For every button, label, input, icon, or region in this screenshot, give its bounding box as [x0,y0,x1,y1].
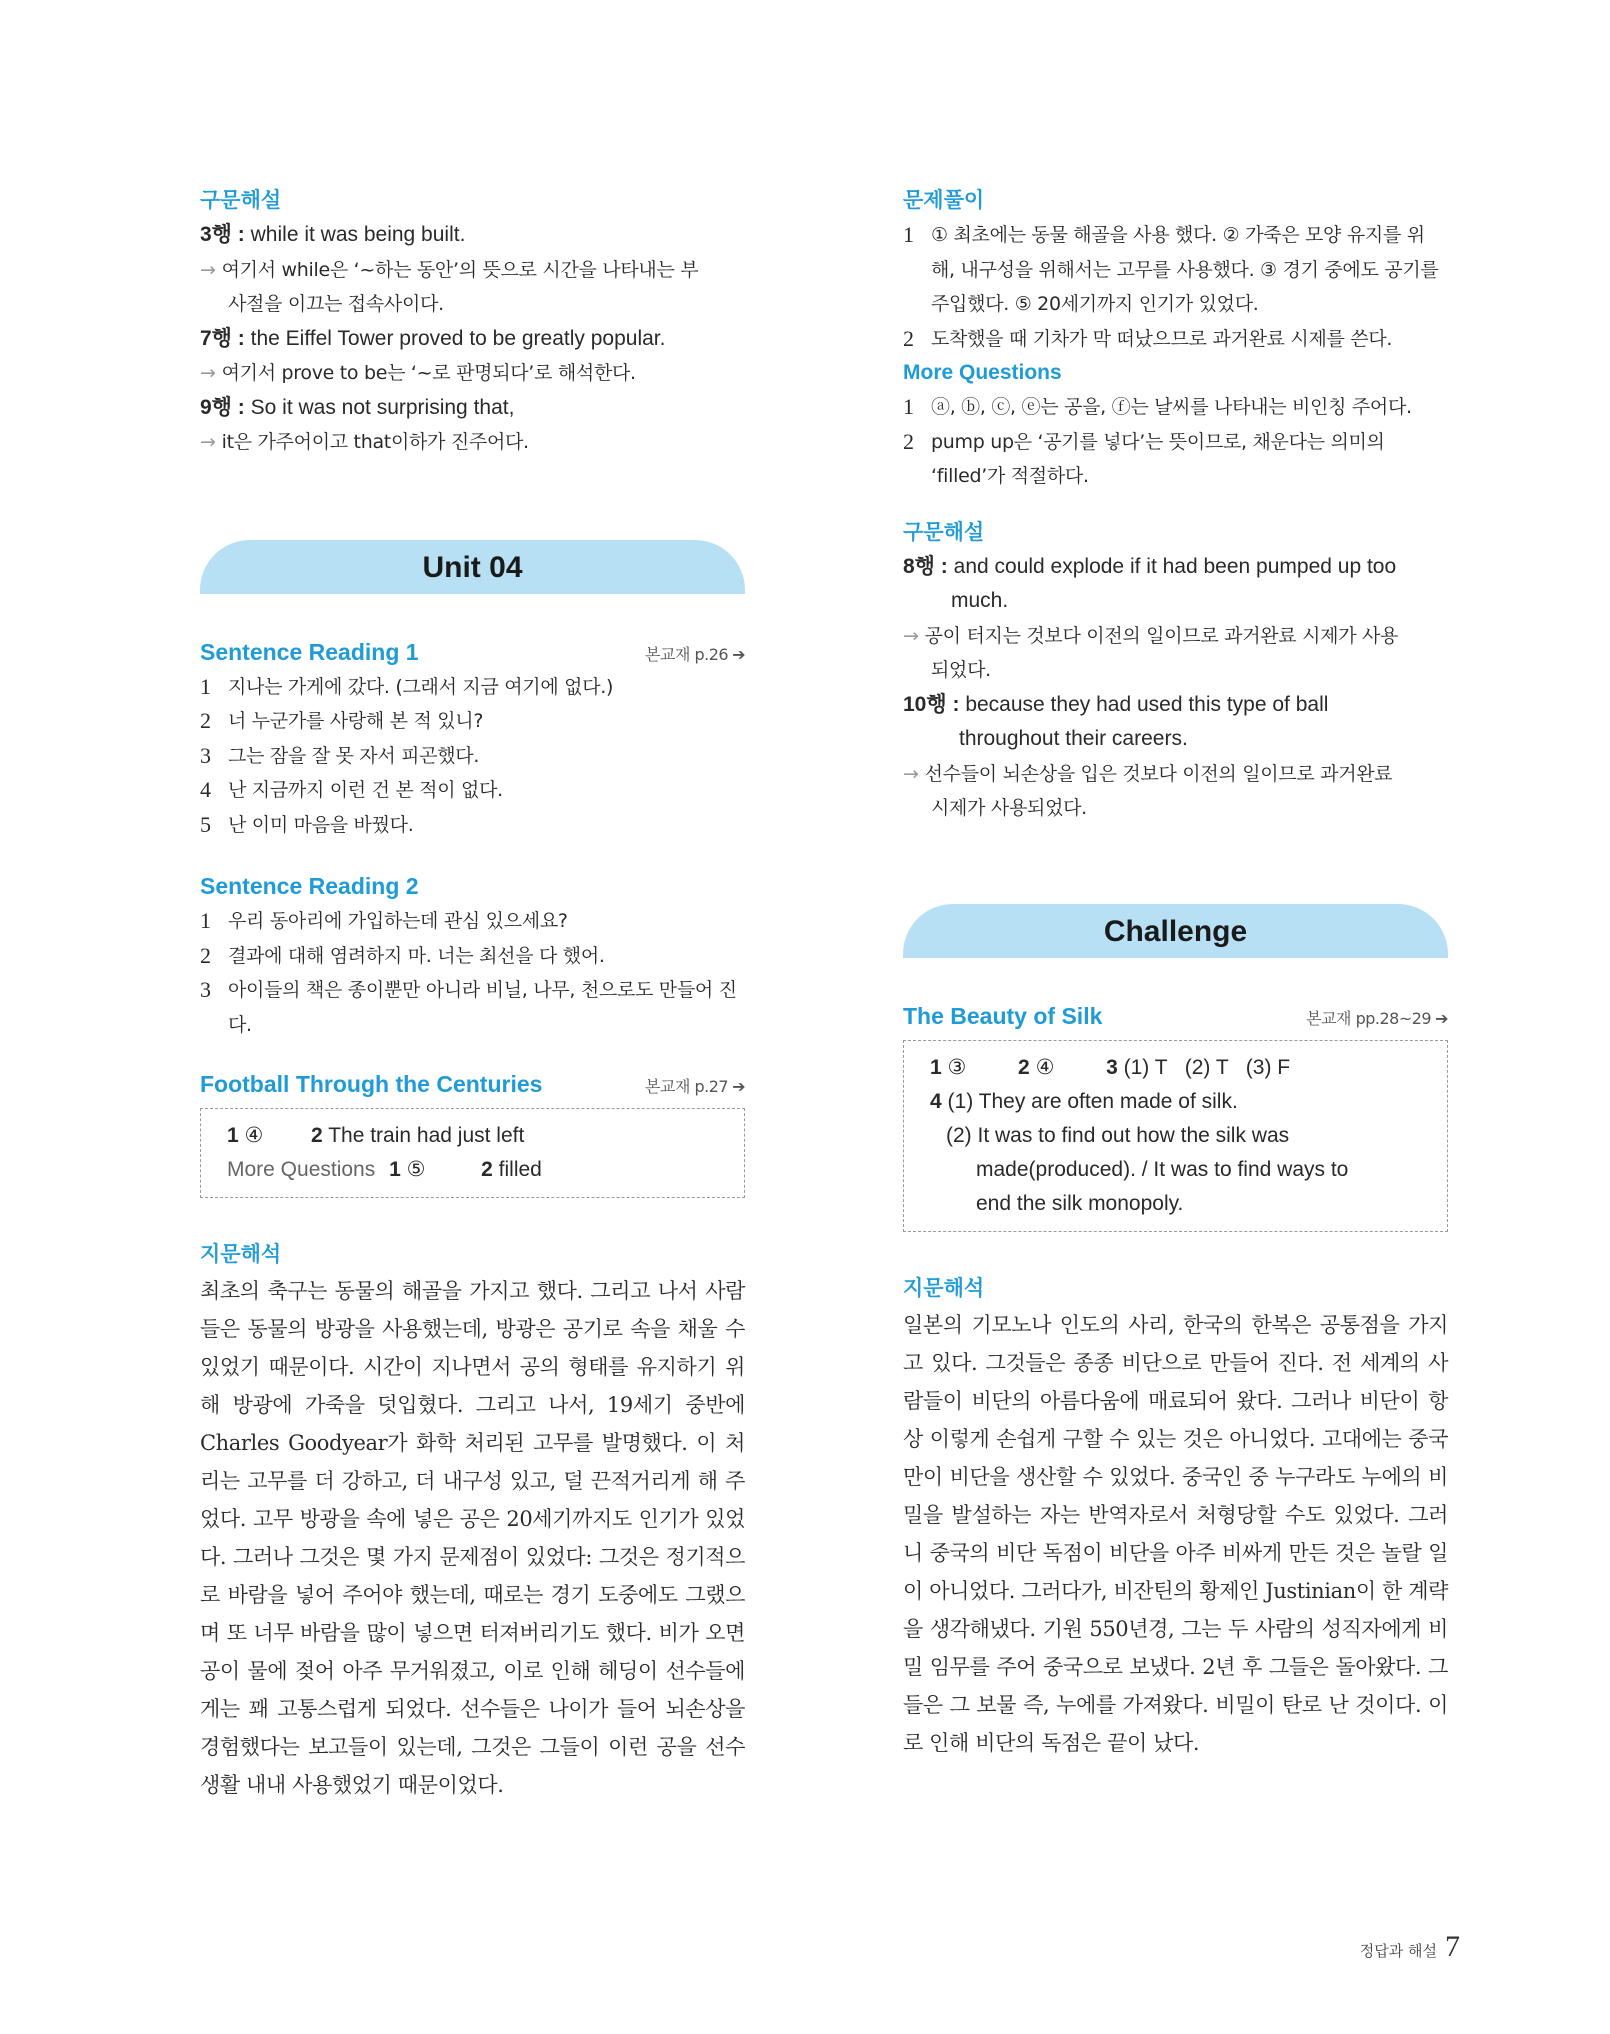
item-text: 난 이미 마음을 바꿨다. [228,813,414,836]
item-number: 2 [903,428,914,454]
item-number: 1 [903,394,914,419]
item-number: 1 [903,222,914,247]
item-number: 2 [200,942,211,968]
sentence-list [200,904,745,1042]
translation-paragraph: 최초의 축구는 동물의 해골을 가지고 했다. 그리고 나서 사람들은 동물의 방광을 사용했는데, 방광은 공기로 속을 채울 수 있었기 때문이다. 시간이 지나면서 공의 형태를 유지하기 위해 방광에 가죽을 덧입혔다. 그리고 나서, 19세기 중반에 Charles Goodyear가 화학 처리된 고무를 발명했다. 이 처리는 고무를 더 강하고, 더 내구성 있고, 덜 끈적거리게 해 주었다. 고무 방광을 속에 넣은 공은 20세기까지도 인기가 있었다. 그러나 그것은 몇 가지 문제점이 있었다: 그것은 정기적으로 바람을 넣어 주어야 했는데, 때로는 경기 도중에도 그랬으며 또 너무 바람을 많이 넣으면 터져버리기도 했다. 비가 오면 공이 물에 젖어 아주 무거워졌고, 이로 인해 헤딩이 선수들에게는 꽤 고통스럽게 되었다. 선수들은 나이가 들어 뇌손상을 경험했다는 보고들이 있는데, 그것은 그들이 이런 공을 선수생활 내내 사용했었기 때문이었다. [200,1279,745,1797]
syntax-heading: 구문해설 [200,189,282,212]
answer-value: ④ [1035,1055,1055,1079]
right-column [903,184,1448,1762]
line-text: and could explode if it had been pumped up too [953,554,1397,578]
answer-box [200,1108,745,1198]
list-item [903,425,1448,494]
translation-paragraph: 일본의 기모노나 인도의 사리, 한국의 한복은 공통점을 가지고 있다. 그것들은 종종 비단으로 만들어 진다. 전 세계의 사람들이 비단의 아름다움에 매료되어 왔다. 그러나 비단이 항상 이렇게 손쉽게 구할 수 있는 것은 아니었다. 고대에는 중국만이 비단을 생산할 수 있었다. 중국인 중 누구라도 누에의 비밀을 발설하는 자는 반역자로서 처형당할 수도 있었다. 그러니 중국의 비단 독점이 비단을 아주 비싸게 만든 것은 놀랄 일이 아니었다. 그러다가, 비잔틴의 황제인 Justinian이 한 계략을 생각해냈다. 기원 550년경, 그는 두 사람의 성직자에게 비밀 임무를 주어 중국으로 보냈다. 2년 후 그들은 돌아왔다. 그들은 그 보물 즉, 누에를 가져왔다. 비밀이 탄로 난 것이다. 이로 인해 비단의 독점은 끝이 났다. [903,1312,1448,1755]
item-text: ① 최초에는 동물 해골을 사용 했다. ② 가죽은 모양 유지를 위해, 내구성을 위해서는 고무를 사용했다. ③ 경기 중에도 공기를 주입했다. ⑤ 20세기까지 인기가 있었다. [931,224,1439,315]
answer-value: (1) They are often made of silk. [947,1089,1238,1113]
answer-number: 4 [930,1089,942,1113]
answer-value: end the silk monopoly. [976,1191,1184,1215]
line-label: 8행 : [903,554,948,578]
page-footer [1330,1930,1460,1964]
note-text: 시제가 사용되었다. [931,797,1087,819]
list-item [903,390,1448,425]
note-arrow-icon: → [903,624,919,647]
answer-value: The train had just left [328,1124,525,1147]
item-text: 우리 동아리에 가입하는데 관심 있으세요? [228,910,568,932]
answer-number: 1 [389,1158,401,1181]
answer-value: ③ [947,1055,967,1079]
item-text: ⓐ, ⓑ, ⓒ, ⓔ는 공을, ⓕ는 날씨를 나타내는 비인칭 주어다. [931,396,1412,418]
answer-value: ④ [244,1124,264,1147]
note-text: 되었다. [931,659,991,681]
item-text: 너 누군가를 사랑해 본 적 있니? [228,710,484,732]
answer-box [903,1040,1448,1232]
note-text: 사절을 이끄는 접속사이다. [228,293,444,315]
line-text: So it was not surprising that, [250,395,515,419]
section-title: Sentence Reading 2 [200,873,419,899]
section-title: Football Through the Centuries [200,1071,543,1097]
answer-number: 3 [1106,1055,1118,1079]
list-item [200,939,745,974]
note-text: 선수들이 뇌손상을 입은 것보다 이전의 일이므로 과거완료 [924,762,1393,785]
note-arrow-icon: → [200,431,216,453]
answer-value: (1) T (2) T (3) F [1123,1055,1291,1079]
line-text: throughout their careers. [959,727,1188,750]
item-text: 도착했을 때 기차가 막 떠났으므로 과거완료 시제를 쓴다. [931,327,1393,350]
note-arrow-icon: → [903,762,919,785]
page-number: 7 [1445,1930,1460,1963]
line-label: 7행 : [200,326,245,350]
list-item [903,218,1448,322]
right-arrow-icon: ➔ [732,1077,745,1096]
challenge-banner: Challenge [903,904,1448,958]
note-arrow-icon: → [200,362,216,384]
more-questions-label: More Questions [227,1158,376,1181]
left-column [200,184,745,1804]
sentence-list [200,670,745,843]
more-questions-list [903,390,1448,494]
item-number: 3 [200,742,211,768]
page-reference: 본교재 pp.28~29 [1306,1008,1432,1028]
list-item [200,973,745,1042]
line-text: the Eiffel Tower proved to be greatly popular. [250,326,666,350]
list-item [200,773,745,808]
solution-heading: 문제풀이 [903,189,985,212]
section-title: Sentence Reading 1 [200,638,419,665]
unit-banner: Unit 04 [200,540,745,594]
right-arrow-icon: ➔ [732,644,745,664]
note-arrow-icon: → [200,258,216,281]
solution-list [903,218,1448,356]
item-text: 결과에 대해 염려하지 마. 너는 최선을 다 했어. [228,944,605,967]
item-number: 5 [200,811,211,837]
answer-value: filled [498,1158,542,1181]
line-text: much. [951,589,1009,612]
line-label: 9행 : [200,395,245,419]
answer-number: 1 [930,1055,942,1079]
page-reference: 본교재 p.26 [645,644,729,664]
list-item [200,704,745,739]
item-number: 1 [200,908,211,933]
answer-number: 1 [227,1124,239,1147]
note-text: it은 가주어이고 that이하가 진주어다. [221,431,529,453]
note-text: 여기서 prove to be는 ‘~로 판명되다’로 해석한다. [221,362,636,384]
note-text: 공이 터지는 것보다 이전의 일이므로 과거완료 시제가 사용 [924,624,1399,647]
footer-label: 정답과 해설 [1359,1942,1437,1960]
item-text: 그는 잠을 잘 못 자서 피곤했다. [228,744,480,767]
list-item [200,904,745,939]
translation-heading: 지문해석 [200,1243,282,1266]
page-reference: 본교재 p.27 [645,1077,729,1096]
list-item [200,739,745,774]
list-item [903,322,1448,357]
answer-value: (2) It was to find out how the silk was [946,1123,1290,1147]
item-text: 아이들의 책은 종이뿐만 아니라 비닐, 나무, 천으로도 만들어 진다. [228,979,737,1036]
answer-value: ⑤ [406,1158,426,1181]
answer-number: 2 [481,1158,493,1181]
line-text: while it was being built. [250,223,466,246]
answer-number: 2 [311,1124,323,1147]
answer-number: 2 [1018,1055,1030,1079]
syntax-heading: 구문해설 [903,520,985,544]
list-item [200,808,745,843]
section-title: The Beauty of Silk [903,1002,1103,1029]
item-number: 4 [200,777,211,802]
right-arrow-icon: ➔ [1435,1008,1448,1028]
list-item [200,670,745,705]
item-text: pump up은 ‘공기를 넣다’는 뜻이므로, 채운다는 의미의 ‘filled’가 적절하다. [931,430,1385,487]
more-questions-heading: More Questions [903,361,1062,384]
item-number: 2 [903,325,914,351]
item-number: 3 [200,977,211,1002]
line-label: 3행 : [200,223,245,246]
line-label: 10행 : [903,692,960,716]
line-text: because they had used this type of ball [965,692,1329,716]
item-text: 난 지금까지 이런 건 본 적이 없다. [228,779,503,801]
item-text: 지나는 가게에 갔다. (그래서 지금 여기에 없다.) [228,675,614,698]
answer-value: made(produced). / It was to find ways to [976,1157,1349,1181]
item-number: 2 [200,708,211,733]
item-number: 1 [200,673,211,699]
note-text: 여기서 while은 ‘~하는 동안’의 뜻으로 시간을 나타내는 부 [221,258,699,281]
translation-heading: 지문해석 [903,1276,985,1300]
